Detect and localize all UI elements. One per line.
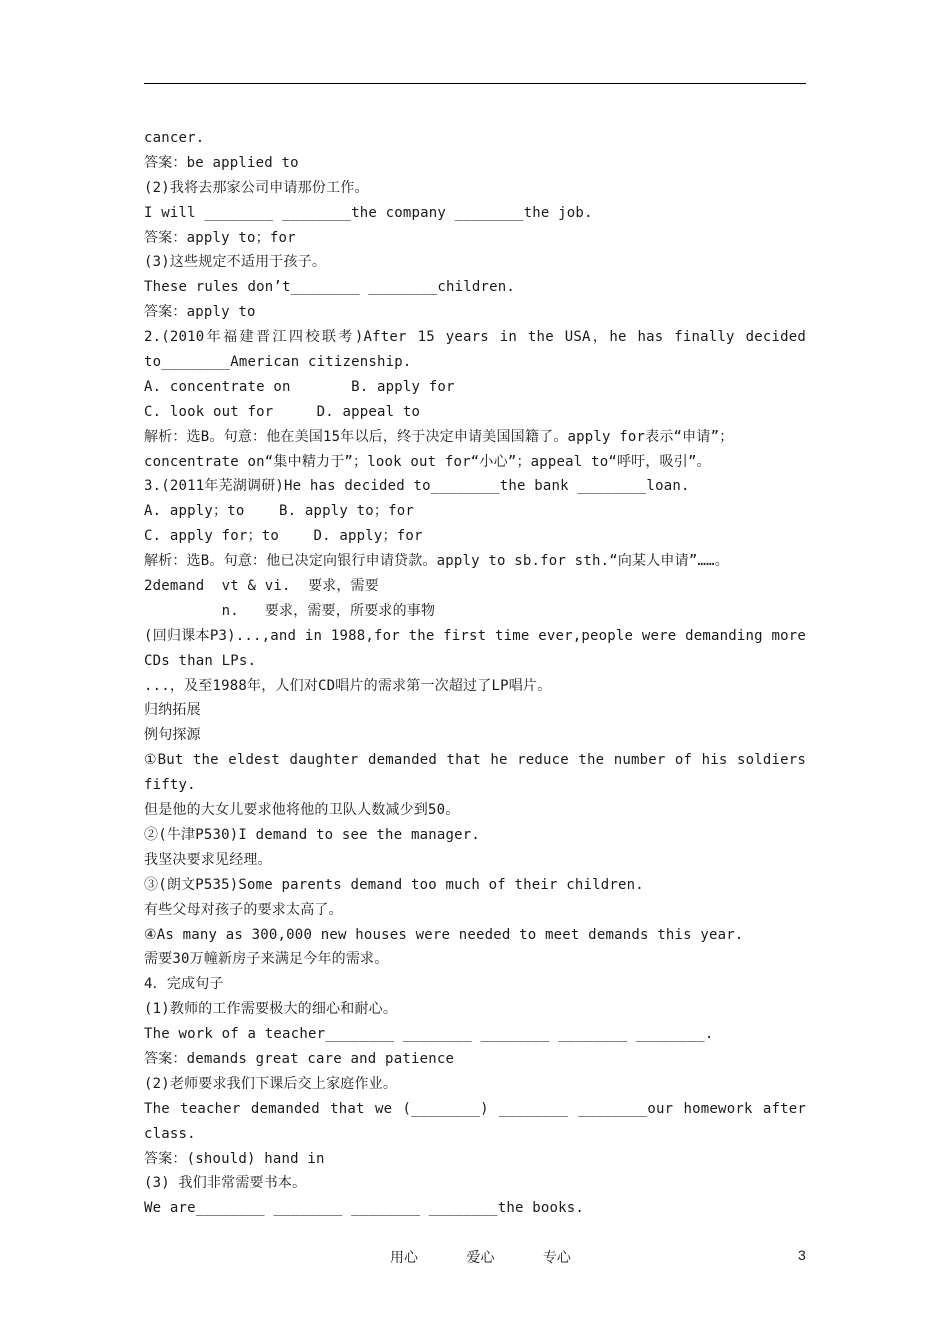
text-line: 有些父母对孩子的要求太高了。 [144,901,343,918]
text-line: CDs than LPs. [144,652,257,669]
text-line: C. apply for；to D. apply；for [144,528,423,545]
text-line: C. look out for D. appeal to [144,403,421,420]
text-line: 例句探源 [144,727,201,744]
header-rule [144,83,806,84]
text-line: 答案：apply to；for [144,229,296,246]
text-line: (1)教师的工作需要极大的细心和耐心。 [144,1001,398,1018]
text-line: (3) 我们非常需要书本。 [144,1175,307,1192]
text-line: ①But the eldest daughter demanded that he reduce the number of his soldiers [144,752,806,769]
text-line: ...，及至1988年，人们对CD唱片的需求第一次超过了LP唱片。 [144,677,552,694]
text-line: 4．完成句子 [144,976,224,993]
text-line: cancer. [144,130,205,146]
text-line: concentrate on“集中精力于”；look out for“小心”；appeal to“呼吁，吸引”。 [144,453,711,470]
text-line: The teacher demanded that we (________) ________ ________our homework after [144,1100,806,1117]
text-line: 2demand vt & vi. 要求，需要 [144,578,379,595]
text-line: 2.(2010年福建晋江四校联考)After 15 years in the USA，he has finally decided [144,329,806,346]
text-line: 答案：apply to [144,304,256,321]
text-line: A. apply；to B. apply to；for [144,503,415,520]
text-line: (2)老师要求我们下课后交上家庭作业。 [144,1075,398,1092]
text-line: to________American citizenship. [144,354,412,371]
text-line: 但是他的大女儿要求他将他的卫队人数减少到50。 [144,802,460,819]
text-line: ②(牛津P530)I demand to see the manager. [144,826,480,843]
footer-slogan [390,1247,597,1267]
text-line: ④As many as 300,000 new houses were needed to meet demands this year. [144,926,744,943]
text-line: class. [144,1125,196,1142]
text-line: 我坚决要求见经理。 [144,851,272,868]
text-line: (3)这些规定不适用于孩子。 [144,254,327,271]
text-line: 归纳拓展 [144,702,201,719]
text-line: n. 要求，需要，所要求的事物 [144,602,436,619]
footer-word-3: 专心 [542,1250,571,1266]
text-line: 答案：be applied to [144,154,299,171]
text-line: (2)我将去那家公司申请那份工作。 [144,179,369,196]
text-line: These rules don’t________ ________children. [144,279,516,296]
page-number: 3 [798,1247,806,1263]
text-line: fifty. [144,777,196,794]
text-line: 解析：选B。句意：他已决定向银行申请贷款。apply to sb.for sth.“向某人申请”……。 [144,553,729,570]
text-line: A. concentrate on B. apply for [144,378,455,395]
text-line: 答案：(should) hand in [144,1150,325,1167]
text-line: ③(朗文P535)Some parents demand too much of their children. [144,876,644,893]
text-line: 答案：demands great care and patience [144,1050,455,1067]
text-line: 解析：选B。句意：他在美国15年以后，终于决定申请美国国籍了。apply for表示“申请”； [144,428,734,445]
text-line: 3.(2011年芜湖调研)He has decided to________the bank ________loan. [144,478,690,495]
text-line: We are________ ________ ________ ________the books. [144,1200,585,1217]
document-body [144,126,806,1221]
text-line: The work of a teacher________ ________ ________ ________ ________. [144,1026,714,1043]
text-line: 需要30万幢新房子来满足今年的需求。 [144,951,389,968]
footer-word-1: 用心 [390,1250,418,1266]
text-line: I will ________ ________the company ________the job. [144,204,593,221]
footer-word-2: 爱心 [466,1250,495,1266]
text-line: (回归课本P3)...,and in 1988,for the first time ever,people were demanding more [144,627,806,644]
